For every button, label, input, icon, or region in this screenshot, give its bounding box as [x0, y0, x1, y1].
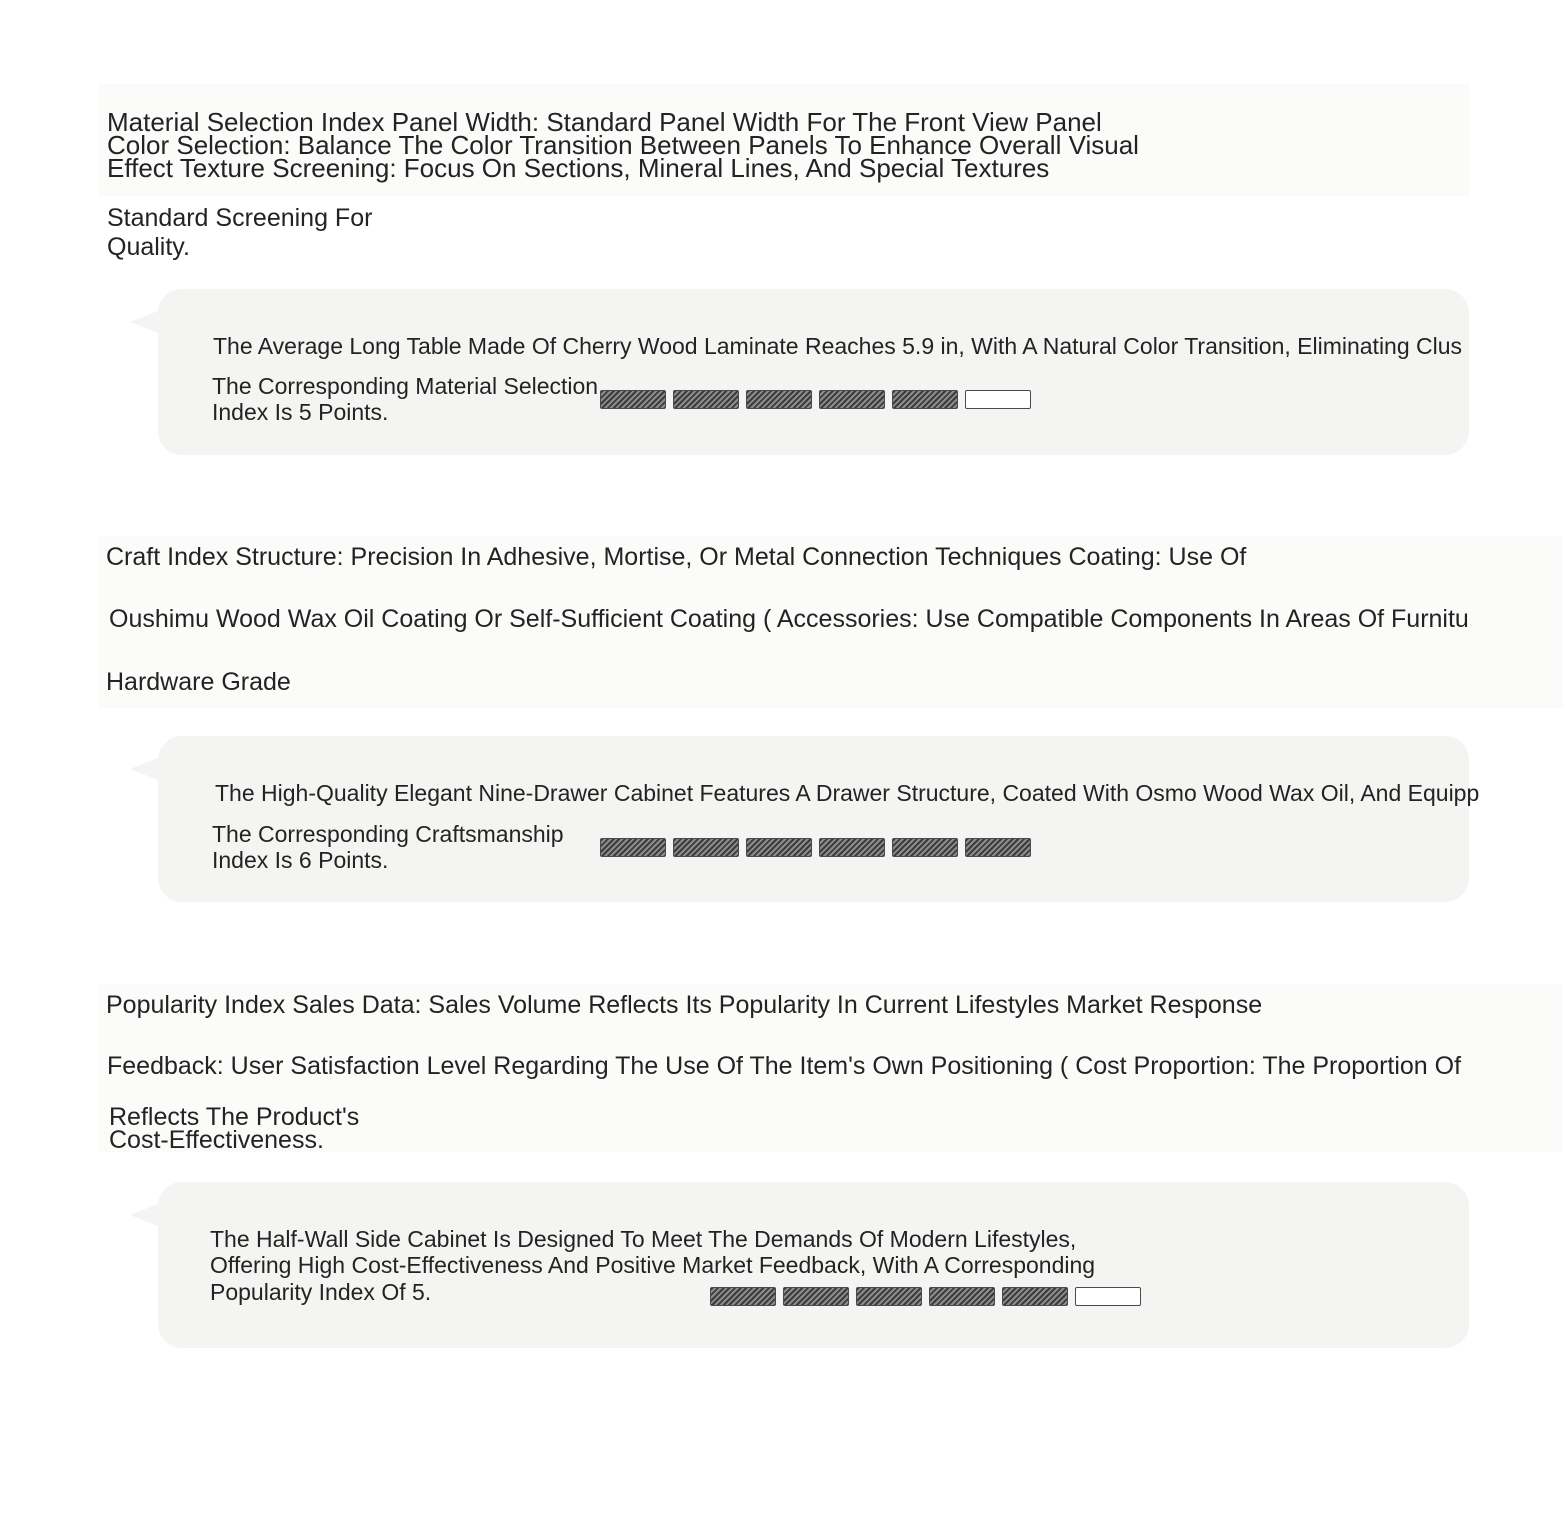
popularity-example-bubble — [158, 1182, 1469, 1348]
rating-block-empty — [965, 390, 1031, 409]
material-heading-line-1: Material Selection Index Panel Width: Standard Panel Width For The Front View Panel — [107, 107, 1102, 137]
rating-block-filled — [673, 838, 739, 857]
rating-block-filled — [746, 838, 812, 857]
popularity-bubble-line-3: Popularity Index Of 5. — [210, 1279, 432, 1305]
craft-heading-line-3: Hardware Grade — [106, 668, 291, 696]
material-bubble-line-3: Index Is 5 Points. — [212, 399, 389, 425]
material-bubble-line-1: The Average Long Table Made Of Cherry Wood Laminate Reaches 5.9 in, With A Natural Color Transition, Eliminating Clus — [213, 333, 1463, 359]
rating-block-filled — [856, 1287, 922, 1306]
craft-heading-line-2: Oushimu Wood Wax Oil Coating Or Self-Sufficient Coating ( Accessories: Use Compatible Components In Areas Of Furnitu — [109, 605, 1469, 633]
popularity-heading-line-2: Feedback: User Satisfaction Level Regarding The Use Of The Item's Own Positioning ( Cost Proportion: The Proportion Of — [107, 1052, 1462, 1080]
craft-rating-bar — [600, 838, 1031, 857]
rating-block-filled — [783, 1287, 849, 1306]
rating-block-filled — [892, 390, 958, 409]
material-tail-line-2: Quality. — [107, 233, 190, 261]
rating-block-filled — [965, 838, 1031, 857]
popularity-bubble-line-2: Offering High Cost-Effectiveness And Positive Market Feedback, With A Corresponding — [210, 1252, 1096, 1278]
rating-block-filled — [600, 390, 666, 409]
rating-block-filled — [746, 390, 812, 409]
rating-block-filled — [892, 838, 958, 857]
material-heading-line-3: Effect Texture Screening: Focus On Sections, Mineral Lines, And Special Textures — [107, 153, 1050, 183]
craft-heading-line-1: Craft Index Structure: Precision In Adhesive, Mortise, Or Metal Connection Techniques Coating: Use Of — [106, 543, 1247, 571]
popularity-heading-line-4: Cost-Effectiveness. — [109, 1126, 324, 1154]
rating-block-filled — [600, 838, 666, 857]
material-heading-line-2: Color Selection: Balance The Color Transition Between Panels To Enhance Overall Visual — [107, 130, 1139, 160]
popularity-bubble-line-1: The Half-Wall Side Cabinet Is Designed To Meet The Demands Of Modern Lifestyles, — [210, 1226, 1077, 1252]
popularity-heading-line-1: Popularity Index Sales Data: Sales Volume Reflects Its Popularity In Current Lifestyles Market Response — [106, 991, 1263, 1019]
rating-block-filled — [929, 1287, 995, 1306]
craft-example-bubble — [158, 736, 1480, 902]
rating-block-filled — [819, 390, 885, 409]
rating-block-filled — [1002, 1287, 1068, 1306]
material-example-bubble — [158, 289, 1469, 455]
rating-block-filled — [819, 838, 885, 857]
rating-block-filled — [673, 390, 739, 409]
rating-block-empty — [1075, 1287, 1141, 1306]
material-rating-bar — [600, 390, 1031, 409]
rating-block-filled — [710, 1287, 776, 1306]
popularity-rating-bar — [710, 1287, 1141, 1306]
craft-bubble-line-1: The High-Quality Elegant Nine-Drawer Cabinet Features A Drawer Structure, Coated With Osmo Wood Wax Oil, And Equipp — [215, 780, 1480, 806]
craft-bubble-line-3: Index Is 6 Points. — [212, 847, 389, 873]
material-bubble-line-2: The Corresponding Material Selection — [212, 373, 599, 399]
material-tail-line-1: Standard Screening For — [107, 204, 373, 232]
craft-bubble-line-2: The Corresponding Craftsmanship — [212, 821, 564, 847]
popularity-heading-line-3: Reflects The Product's — [109, 1103, 360, 1131]
